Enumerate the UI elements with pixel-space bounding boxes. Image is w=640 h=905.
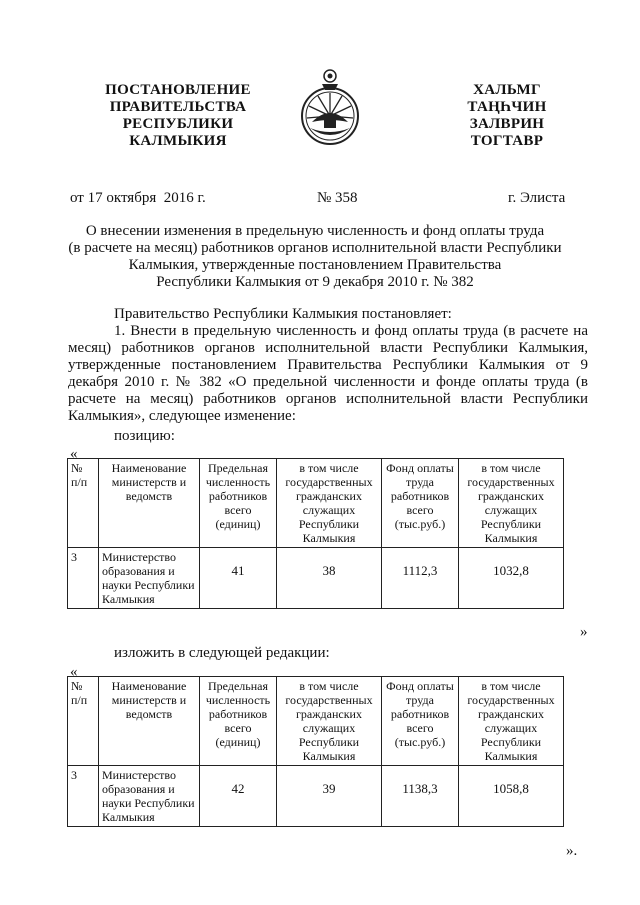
header-cell-name: Наименование министерств и ведомств [99,459,200,548]
close-quote-1: » [580,624,588,640]
header-cell-num: № п/п [68,459,99,548]
header-cell-staff-civil: в том числе государственных гражданских служащих Республики Калмыкия [277,677,382,766]
title-line: О внесении изменения в предельную численность и фонд оплаты труда [85,223,545,239]
cell-num: 3 [68,766,99,827]
table-row [68,548,564,609]
cell-fund-civil: 1058,8 [459,766,564,827]
header-right-line: ЗАЛВРИН [469,116,545,132]
header-right-line: ТАҢҺЧИН [467,99,547,115]
position-label: позицию: [114,428,175,444]
header-cell-staff-total: Предельная численность работников всего (единиц) [200,459,277,548]
header-left-line: ПОСТАНОВЛЕНИЕ [105,82,251,98]
open-quote-2: « [70,664,78,680]
header-cell-name: Наименование министерств и ведомств [99,677,200,766]
document-title [60,223,570,291]
kalmykia-coat-of-arms-icon [298,56,362,152]
header-cell-staff-total: Предельная численность работников всего (единиц) [200,677,277,766]
decree-item-1: 1. Внести в предельную численность и фонд оплаты труда (в расчете на месяц) работников органов исполнительной власти Республики Калмыкия, утвержденные постановлением Правительства Республики Калмыкия от 9 декабря 2010 г. № 382 «О предельной численности и фонде оплаты труда (в расчете на месяц) работников органов исполнительной власти Республики Калмыкия», следующее изменение: [68,323,588,424]
document-city: г. Элиста [508,190,566,206]
cell-fund-total: 1138,3 [382,766,459,827]
cell-ministry-name: Министерство образования и науки Республики Калмыкия [99,548,200,609]
header-left-title [98,82,258,150]
close-quote-2: ». [566,843,578,859]
cell-num: 3 [68,548,99,609]
header-left-line: РЕСПУБЛИКИ [122,116,234,132]
cell-fund-civil: 1032,8 [459,548,564,609]
table-header-row [68,459,564,548]
header-left-line: КАЛМЫКИЯ [129,133,227,149]
document-date: от 17 октября 2016 г. [70,190,206,206]
open-quote-1: « [70,446,78,462]
header-cell-fund-civil: в том числе государственных гражданских служащих Республики Калмыкия [459,677,564,766]
header-right-title [452,82,562,150]
cell-staff-civil: 38 [277,548,382,609]
cell-staff-total: 42 [200,766,277,827]
header-right-line: ХАЛЬМГ [473,82,541,98]
header-right-line: ТОГТАВР [470,133,544,149]
header-cell-num: № п/п [68,677,99,766]
document-number: № 358 [317,190,358,206]
table-new-position [67,676,564,827]
header-cell-fund-total: Фонд оплаты труда работников всего (тыс.руб.) [382,677,459,766]
cell-staff-total: 41 [200,548,277,609]
header-cell-staff-civil: в том числе государственных гражданских служащих Республики Калмыкия [277,459,382,548]
cell-ministry-name: Министерство образования и науки Республики Калмыкия [99,766,200,827]
header-cell-fund-civil: в том числе государственных гражданских служащих Республики Калмыкия [459,459,564,548]
table-old-position [67,458,564,609]
table-row [68,766,564,827]
cell-staff-civil: 39 [277,766,382,827]
header-left-line: ПРАВИТЕЛЬСТВА [109,99,247,115]
table-header-row [68,677,564,766]
replace-label: изложить в следующей редакции: [114,645,330,661]
cell-fund-total: 1112,3 [382,548,459,609]
decree-intro: Правительство Республики Калмыкия постановляет: [114,306,452,322]
title-line: Республики Калмыкия от 9 декабря 2010 г. № 382 [156,274,474,290]
title-line: Калмыкия, утвержденные постановлением Правительства [128,257,502,273]
header-cell-fund-total: Фонд оплаты труда работников всего (тыс.руб.) [382,459,459,548]
title-line: (в расчете на месяц) работников органов исполнительной власти Республики [68,240,562,256]
